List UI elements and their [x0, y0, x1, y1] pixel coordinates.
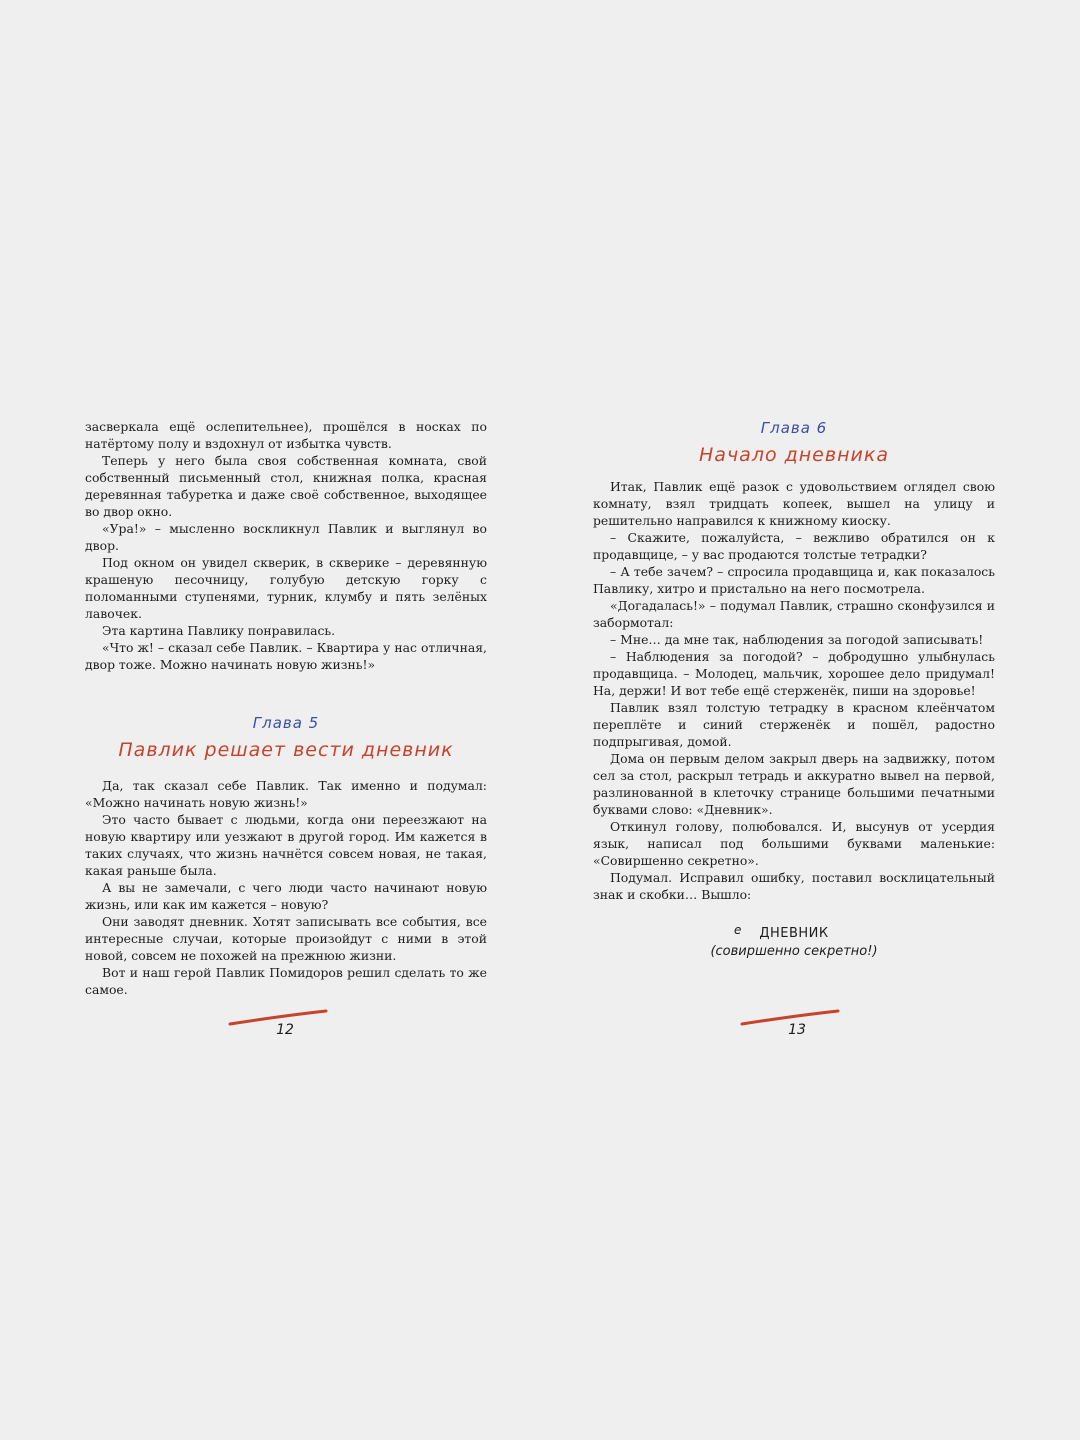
page-number-right: [738, 1008, 848, 1040]
paragraph: Дома он первым делом закрыл дверь на задвижку, потом сел за стол, раскрыл тетрадь и аккуратно вывел на первой, разлинованной в клеточку странице большими печатными буквами слово: «Дневник».: [593, 751, 995, 817]
paragraph: – Мне… да мне так, наблюдения за погодой записывать!: [610, 632, 984, 647]
paragraph: Это часто бывает с людьми, когда они переезжают на новую квартиру или уезжают в другой город. Им кажется в таких случаях, что жизнь начнётся совсем новая, не такая, какая раньше была.: [85, 812, 487, 878]
spelling-correction: е: [734, 923, 742, 937]
paragraph: Они заводят дневник. Хотят записывать все события, все интересные случаи, которые произойдут с ними в этой новой, совсем не похожей на прежнюю жизни.: [85, 914, 487, 963]
paragraph: Под окном он увидел скверик, в скверике – деревянную крашеную песочницу, голубую детскую горку с поломанными ступенями, турник, клумбу и пять зелёных лавочек.: [85, 555, 487, 621]
page-number: 13: [788, 1022, 806, 1038]
chapter-title: Павлик решает вести дневник: [118, 739, 454, 761]
paragraph: Откинул голову, полюбовался. И, высунув от усердия язык, написал под большими буквами маленькие: «Совиршенно секретно».: [593, 819, 995, 868]
paragraph: Итак, Павлик ещё разок с удовольствием оглядел свою комнату, взял тридцать копеек, вышел на улицу и решительно направился к книжному киоску.: [593, 479, 995, 528]
paragraph: Эта картина Павлику понравилась.: [102, 623, 336, 638]
paragraph: – Наблюдения за погодой? – добродушно улыбнулась продавщица. – Молодец, мальчик, хорошее дело придумал! На, держи! И вот тебе ещё стерженёк, пиши на здоровье!: [593, 649, 995, 698]
chapter-number: Глава 6: [760, 419, 828, 437]
paragraph: Вот и наш герой Павлик Помидоров решил сделать то же самое.: [85, 965, 487, 997]
paragraph: – Скажите, пожалуйста, – вежливо обратился он к продавщице, – у вас продаются толстые тетрадки?: [593, 530, 995, 562]
diary-inscription: [593, 925, 995, 961]
diary-title: ДНЕВНИК: [759, 926, 829, 941]
paragraph: Павлик взял толстую тетрадку в красном клеёнчатом переплёте и синий стерженёк и пошёл, радостно подпрыгивая, домой.: [593, 700, 995, 749]
chapter-number: Глава 5: [252, 714, 320, 732]
left-page: [85, 418, 487, 998]
right-page: [593, 418, 995, 961]
paragraph: Подумал. Исправил ошибку, поставил восклицательный знак и скобки… Вышло:: [593, 870, 995, 902]
paragraph: А вы не замечали, с чего люди часто начинают новую жизнь, или как им кажется – новую?: [85, 880, 487, 912]
paragraph: «Что ж! – сказал себе Павлик. – Квартира у нас отличная, двор тоже. Можно начинать новую жизнь!»: [85, 640, 487, 672]
page-number-left: [226, 1008, 336, 1040]
paragraph: – А тебе зачем? – спросила продавщица и, как показалось Павлику, хитро и пристально на него посмотрела.: [593, 564, 995, 596]
page-number: 12: [276, 1022, 294, 1038]
paragraph: «Ура!» – мысленно воскликнул Павлик и выглянул во двор.: [85, 521, 487, 553]
diary-note: (совиршенно секретно!): [710, 944, 878, 959]
chapter-title: Начало дневника: [699, 444, 889, 466]
paragraph: Да, так сказал себе Павлик. Так именно и подумал: «Можно начинать новую жизнь!»: [85, 778, 487, 810]
paragraph: засверкала ещё ослепительнее), прошёлся в носках по натёртому полу и вздохнул от избытка чувств.: [85, 419, 487, 451]
paragraph: «Догадалась!» – подумал Павлик, страшно сконфузился и забормотал:: [593, 598, 995, 630]
paragraph: Теперь у него была своя собственная комната, свой собственный письменный стол, книжная полка, красная деревянная табуретка и даже своё собственное, выходящее во двор окно.: [85, 453, 487, 519]
